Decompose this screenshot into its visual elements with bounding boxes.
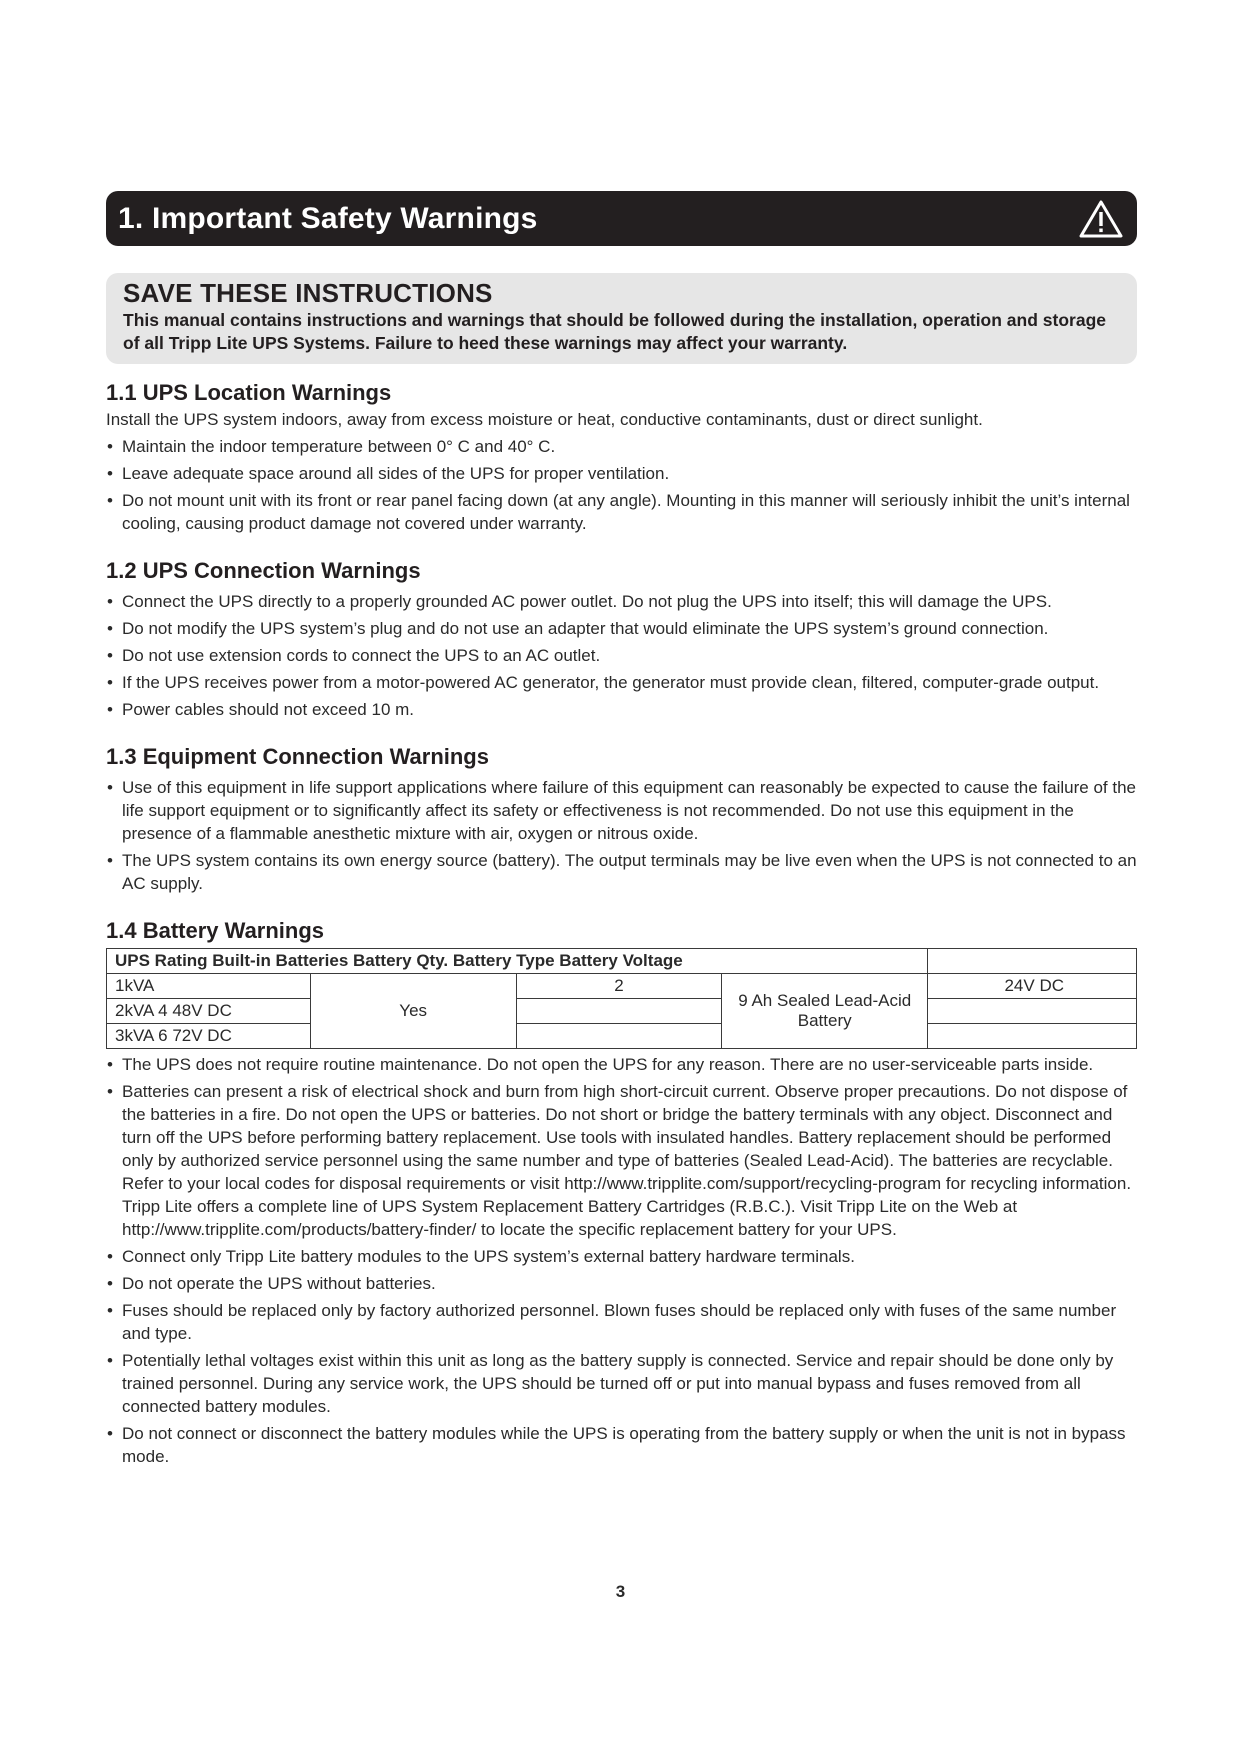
- list-item: • Do not connect or disconnect the battery modules while the UPS is operating from the battery supply or when the unit is not in bypass mode.: [107, 1424, 1126, 1466]
- table-header: UPS Rating Built-in Batteries Battery Qty. Battery Type Battery Voltage: [107, 949, 928, 974]
- table-header-empty: [928, 949, 1137, 974]
- section-connection-warnings: [106, 556, 1137, 721]
- table-cell: [928, 999, 1137, 1024]
- list-item: • Power cables should not exceed 10 m.: [107, 700, 415, 719]
- table-cell: 9 Ah Sealed Lead-Acid Battery: [722, 974, 928, 1049]
- list-item: • Do not use extension cords to connect the UPS to an AC outlet.: [107, 646, 601, 665]
- table-header-row: [107, 949, 1137, 974]
- save-instructions-text: This manual contains instructions and warnings that should be followed during the installation, operation and storage of all Tripp Lite UPS Systems. Failure to heed these warnings may affect your warranty.: [123, 310, 1106, 353]
- bullet-list: [106, 776, 1137, 895]
- content: [106, 378, 1137, 1468]
- table-cell: [928, 1024, 1137, 1049]
- list-item: • Do not mount unit with its front or rear panel facing down (at any angle). Mounting in this manner will seriously inhibit the unit’s internal cooling, causing product damage not covered under warranty.: [107, 491, 1130, 533]
- battery-table: [106, 948, 1137, 1049]
- list-item: • If the UPS receives power from a motor-powered AC generator, the generator must provide clean, filtered, computer-grade output.: [107, 673, 1100, 692]
- list-item: • Connect only Tripp Lite battery modules to the UPS system’s external battery hardware terminals.: [107, 1247, 855, 1266]
- table-cell: 2: [516, 974, 722, 999]
- table-row: [107, 1024, 1137, 1049]
- table-cell: Yes: [310, 974, 516, 1049]
- table-cell: 2kVA 4 48V DC: [107, 999, 311, 1024]
- bullet-list: [106, 435, 1137, 535]
- list-item: • Do not operate the UPS without batteries.: [107, 1274, 436, 1293]
- list-item: • Connect the UPS directly to a properly grounded AC power outlet. Do not plug the UPS into itself; this will damage the UPS.: [107, 592, 1052, 611]
- bullet-list: [106, 590, 1137, 721]
- table-row: [107, 974, 1137, 999]
- section-heading: 1.1 UPS Location Warnings: [106, 380, 392, 405]
- section-location-warnings: [106, 378, 1137, 535]
- table-cell: 1kVA: [107, 974, 311, 999]
- list-item: • The UPS does not require routine maintenance. Do not open the UPS for any reason. There are no user-serviceable parts inside.: [107, 1055, 1094, 1074]
- section-equipment-warnings: [106, 742, 1137, 895]
- list-item: • Use of this equipment in life support applications where failure of this equipment can reasonably be expected to cause the failure of the life support equipment or to significantly affect its safety or effectiveness is not recommended. Do not use this equipment in the presence of a flammable anesthetic mixture with air, oxygen or nitrous oxide.: [107, 778, 1136, 843]
- table-cell: 24V DC: [928, 974, 1137, 999]
- section-heading: 1.2 UPS Connection Warnings: [106, 558, 421, 583]
- table-row: [107, 999, 1137, 1024]
- list-item: • Leave adequate space around all sides of the UPS for proper ventilation.: [107, 464, 670, 483]
- list-item: • Potentially lethal voltages exist within this unit as long as the battery supply is connected. Service and repair should be done only by trained personnel. During any service work, the UPS should be turned off or put into manual bypass and fuses removed from all connected battery modules.: [107, 1351, 1114, 1416]
- section-heading: 1.3 Equipment Connection Warnings: [106, 744, 489, 769]
- list-item: • Batteries can present a risk of electrical shock and burn from high short-circuit current. Observe proper precautions. Do not dispose of the batteries in a fire. Do not open the UPS or batteries. Do not short or bridge the battery terminals with any object. Disconnect and turn off the UPS before performing battery replacement. Use tools with insulated handles. Battery replacement should be performed only by authorized service personnel using the same number and type of batteries (Sealed Lead-Acid). The batteries are recyclable. Refer to your local codes for disposal requirements or visit http://www.tripplite.com/support/recycling-program for recycling information. Tripp Lite offers a complete line of UPS System Replacement Battery Cartridges (R.B.C.). Visit Tripp Lite on the Web at http://www.tripplite.com/products/battery-finder/ to locate the specific replacement battery for your UPS.: [107, 1082, 1132, 1239]
- table-cell: [516, 999, 722, 1024]
- save-instructions-title: SAVE THESE INSTRUCTIONS: [123, 278, 493, 308]
- list-item: • Maintain the indoor temperature between 0° C and 40° C.: [107, 437, 556, 456]
- save-instructions-box: [106, 273, 1137, 364]
- section-title-bar: [106, 191, 1137, 246]
- list-item: • Do not modify the UPS system’s plug and do not use an adapter that would eliminate the UPS system’s ground connection.: [107, 619, 1049, 638]
- page-number: 3: [615, 1582, 626, 1601]
- table-cell: 3kVA 6 72V DC: [107, 1024, 311, 1049]
- list-item: • The UPS system contains its own energy source (battery). The output terminals may be live even when the UPS is not connected to an AC supply.: [107, 851, 1137, 893]
- page-title: 1. Important Safety Warnings: [118, 201, 538, 235]
- section-heading: 1.4 Battery Warnings: [106, 918, 325, 943]
- section-intro: Install the UPS system indoors, away from excess moisture or heat, conductive contaminants, dust or direct sunlight.: [106, 410, 983, 429]
- table-cell: [516, 1024, 722, 1049]
- bullet-list: [106, 1053, 1137, 1468]
- warning-triangle-icon: [1079, 200, 1123, 238]
- section-battery-warnings: [106, 916, 1137, 1468]
- list-item: • Fuses should be replaced only by factory authorized personnel. Blown fuses should be replaced only with fuses of the same number and type.: [107, 1301, 1117, 1343]
